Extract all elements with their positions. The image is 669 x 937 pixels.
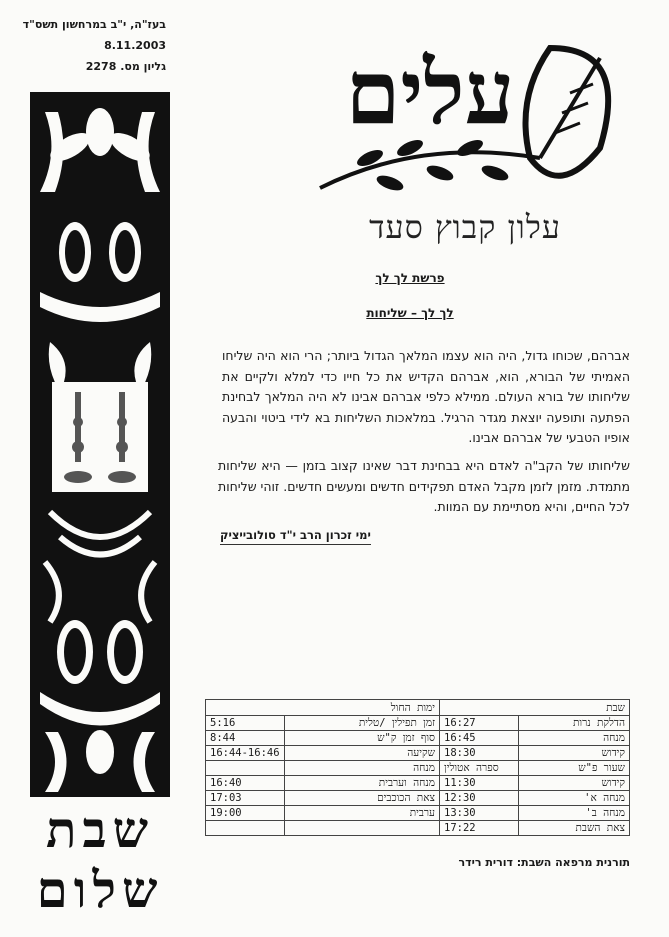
weekday-label: ערבית	[285, 806, 440, 821]
table-row	[206, 791, 630, 806]
shalom-word: שלום	[36, 860, 164, 919]
gregorian-date: 8.11.2003	[104, 39, 166, 52]
weekday-label: סוף זמן ק"ש	[285, 731, 440, 746]
shabbat-time: 18:30	[440, 746, 519, 761]
table-row	[206, 761, 630, 776]
table-header-row	[206, 700, 630, 716]
table-row	[206, 806, 630, 821]
shabbat-time: 13:30	[440, 806, 519, 821]
article-heading: לך לך – שליחות	[366, 306, 454, 320]
parasha-heading: פרשת לך לך	[375, 271, 445, 285]
shabbat-label: צאת השבת	[519, 821, 630, 836]
prayer-times-table	[205, 699, 630, 836]
shabbat-label: קידוש	[519, 746, 630, 761]
decorative-papercut-column	[30, 92, 170, 797]
shabbat-label: מנחה	[519, 731, 630, 746]
table-row	[206, 821, 630, 836]
weekday-time: 16:40	[206, 776, 285, 791]
weekday-time: 17:03	[206, 791, 285, 806]
shabbat-time: 11:30	[440, 776, 519, 791]
weekday-label: צאת הכוכבים	[285, 791, 440, 806]
weekday-label	[285, 821, 440, 836]
article-source	[220, 528, 630, 542]
shabbat-time: 17:22	[440, 821, 519, 836]
weekday-time: 19:00	[206, 806, 285, 821]
shabbat-time: 16:45	[440, 731, 519, 746]
shabbat-label: מנחה ב'	[519, 806, 630, 821]
alim-logo	[300, 8, 640, 208]
weekday-label: מנחה	[285, 761, 440, 776]
shabbat-label: קידוש	[519, 776, 630, 791]
table-row	[206, 776, 630, 791]
schedule-body	[206, 716, 630, 836]
weekday-time: 5:16	[206, 716, 285, 731]
shabbat-word: שבת	[46, 800, 154, 859]
table-row	[206, 746, 630, 761]
issue-info	[16, 14, 166, 77]
article-paragraph-2: שליחותו של הקב"ה לאדם היא בבחינת דבר שאינו קצוב בזמן — היא שליחות מתמדת. מזמן לזמן מקבל האדם תפקידים חדשים ומעשים חדשים. זוהי שליחות לכל החיים, והיא מסתיימת עם המוות.	[218, 458, 630, 514]
weekday-time	[206, 761, 285, 776]
shabbat-shalom-title	[24, 800, 176, 920]
logo-subtitle: עלון קבוץ סעד	[369, 208, 561, 246]
weekday-time	[206, 821, 285, 836]
weekday-label: זמן תפילין /טלית	[285, 716, 440, 731]
shabbat-time: 16:27	[440, 716, 519, 731]
shabbat-label: מנחה א'	[519, 791, 630, 806]
issue-number: גליון מס. 2278	[85, 60, 166, 73]
logo-title: עלים	[345, 40, 515, 144]
table-row	[206, 716, 630, 731]
shabbat-label: שעור פ"ש	[519, 761, 630, 776]
shabbat-column-header: שבת	[440, 700, 630, 716]
weekday-time: 16:44-16:46	[206, 746, 285, 761]
shabbat-time: ספרה אטולין	[440, 761, 519, 776]
leaf-logo-icon	[300, 8, 640, 208]
papercut-ornament-icon	[30, 92, 170, 797]
weekday-label: מנחה וערבית	[285, 776, 440, 791]
weekday-time: 8:44	[206, 731, 285, 746]
weekday-column-header: ימות החול	[206, 700, 440, 716]
shabbat-label: הדלקת נרות	[519, 716, 630, 731]
hebrew-date: בעז"ה, י"ב במרחשון תשס"ד	[22, 18, 166, 31]
source-text: ימי זכרון הרב י"ד סולובייציק	[220, 528, 371, 545]
clinic-duty-credit: תורנית מרפאה השבת: דורית רידר	[458, 856, 630, 869]
article-paragraph-1: אברהם, שכוחו גדול, היה הוא עצמו המלאך הגדול ביותר; הרי הוא היה שליחו האמיתי של הבורא, הוא, אברהם הקדיש את כל חייו כדי למלא ולקיים את שליחותו של בורא העולם. ממילא כלפי אברהם אבינו לא היה המלאך לבחינת הפתעה ותופעה יוצאת מגדר הרגיל. במלאכות השליחות בא לידי ביטוי והבעה אופיו הטבעי של אברהם אבינו.	[222, 348, 630, 445]
table-row	[206, 731, 630, 746]
shabbat-time: 12:30	[440, 791, 519, 806]
weekday-label: שקיעה	[285, 746, 440, 761]
